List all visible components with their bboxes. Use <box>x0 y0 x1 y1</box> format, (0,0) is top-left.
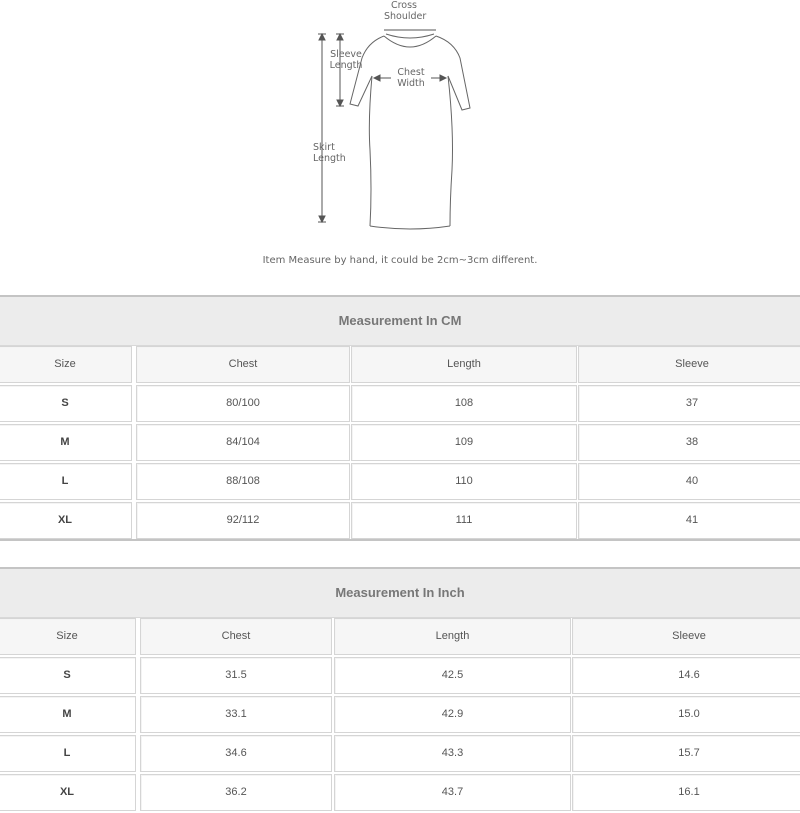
length-cell: 108 <box>351 385 577 422</box>
chest-cell: 34.6 <box>140 735 332 772</box>
table-row <box>0 463 800 502</box>
sleeve-length-label: Sleeve Length <box>329 49 363 71</box>
size-cell: M <box>0 424 132 461</box>
header-chest: Chest <box>136 346 350 383</box>
chest-cell: 31.5 <box>140 657 332 694</box>
header-length: Length <box>334 618 571 655</box>
sleeve-cell: 40 <box>578 463 800 500</box>
header-size: Size <box>0 618 136 655</box>
length-cell: 43.7 <box>334 774 571 811</box>
header-length: Length <box>351 346 577 383</box>
header-chest: Chest <box>140 618 332 655</box>
header-sleeve: Sleeve <box>578 346 800 383</box>
size-cell: S <box>0 657 136 694</box>
table-row <box>0 657 800 696</box>
chest-cell: 84/104 <box>136 424 350 461</box>
table-row <box>0 696 800 735</box>
sleeve-cell: 38 <box>578 424 800 461</box>
size-cell: S <box>0 385 132 422</box>
length-cell: 43.3 <box>334 735 571 772</box>
header-size: Size <box>0 346 132 383</box>
garment-diagram <box>0 0 800 290</box>
sleeve-cell: 37 <box>578 385 800 422</box>
sleeve-cell: 15.7 <box>572 735 800 772</box>
table-row <box>0 502 800 541</box>
chest-cell: 88/108 <box>136 463 350 500</box>
table-header-row <box>0 618 800 657</box>
length-cell: 111 <box>351 502 577 539</box>
sleeve-cell: 14.6 <box>572 657 800 694</box>
cm-measurement-table <box>0 295 800 541</box>
skirt-length-label: Skirt Length <box>313 142 346 164</box>
table-row <box>0 735 800 774</box>
header-sleeve: Sleeve <box>572 618 800 655</box>
chest-cell: 33.1 <box>140 696 332 733</box>
chest-cell: 80/100 <box>136 385 350 422</box>
size-cell: L <box>0 735 136 772</box>
inch-measurement-table <box>0 567 800 809</box>
chest-width-label: Chest Width <box>391 67 431 89</box>
table-row <box>0 385 800 424</box>
cross-shoulder-label: Cross Shoulder <box>384 0 427 22</box>
sleeve-cell: 41 <box>578 502 800 539</box>
sleeve-cell: 15.0 <box>572 696 800 733</box>
size-cell: XL <box>0 502 132 539</box>
length-cell: 109 <box>351 424 577 461</box>
chest-cell: 36.2 <box>140 774 332 811</box>
dress-outline-illustration <box>0 0 800 290</box>
cm-table-title: Measurement In CM <box>0 297 800 346</box>
length-cell: 42.9 <box>334 696 571 733</box>
inch-table-title: Measurement In Inch <box>0 569 800 618</box>
size-cell: M <box>0 696 136 733</box>
table-row <box>0 424 800 463</box>
size-cell: XL <box>0 774 136 811</box>
sleeve-cell: 16.1 <box>572 774 800 811</box>
length-cell: 110 <box>351 463 577 500</box>
table-header-row <box>0 346 800 385</box>
measurement-note: Item Measure by hand, it could be 2cm~3cm different. <box>262 255 538 266</box>
table-row <box>0 774 800 813</box>
size-cell: L <box>0 463 132 500</box>
length-cell: 42.5 <box>334 657 571 694</box>
chest-cell: 92/112 <box>136 502 350 539</box>
